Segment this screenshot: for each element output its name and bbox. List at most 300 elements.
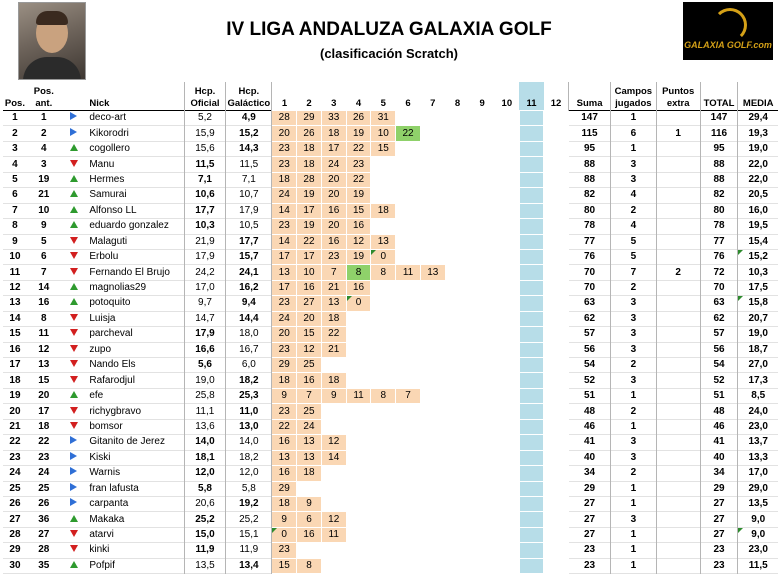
cell-round-12 — [544, 172, 569, 187]
cell-media: 19,0 — [748, 143, 768, 155]
cell-pos: 26 — [9, 498, 21, 510]
arrow-right-icon — [70, 498, 77, 506]
cell-total: 52 — [700, 373, 738, 388]
cell-hcp-oficial: 15,9 — [184, 126, 226, 141]
cell-hcp-oficial: 15,0 — [184, 527, 226, 542]
cell-suma: 95 — [569, 141, 611, 156]
cell-round-2: 17 — [297, 203, 322, 218]
col-round-9: 9 — [479, 98, 485, 109]
cell-media: 27,0 — [748, 359, 768, 371]
cell-pos-ant: 28 — [38, 544, 50, 556]
cell-round-2: 26 — [297, 126, 322, 141]
cell-round-11 — [519, 157, 544, 172]
cell-round-3 — [321, 481, 346, 496]
cell-round-7 — [420, 558, 445, 573]
cell-total: 116 — [700, 126, 738, 141]
col-round-8: 8 — [454, 98, 461, 109]
cell-round-2: 9 — [297, 496, 322, 511]
cell-round-1: 20 — [272, 126, 297, 141]
cell-round-7 — [420, 450, 445, 465]
cell-round-8 — [445, 373, 470, 388]
arrow-up-icon — [70, 391, 78, 398]
cell-round-3: 16 — [321, 203, 346, 218]
cell-total: 76 — [700, 249, 738, 264]
cell-trend — [61, 419, 87, 434]
col-campos: Campos jugados — [610, 82, 656, 111]
cell-media: 15,2 — [738, 249, 778, 264]
cell-puntos — [656, 388, 700, 403]
table-row — [3, 558, 778, 573]
cell-round-1: 18 — [272, 373, 297, 388]
cell-pos-ant: 10 — [38, 204, 50, 216]
cell-round-6 — [396, 188, 421, 203]
cell-trend — [61, 527, 87, 542]
cell-pos-ant: 19 — [38, 173, 50, 185]
arrow-up-icon — [70, 190, 78, 197]
cell-round-10 — [494, 126, 519, 141]
cell-round-4 — [346, 466, 371, 481]
cell-puntos — [656, 311, 700, 326]
cell-round-10 — [494, 496, 519, 511]
cell-round-5 — [371, 404, 396, 419]
cell-puntos — [656, 234, 700, 249]
cell-pos-ant: 14 — [38, 282, 50, 294]
cell-round-1: 9 — [272, 512, 297, 527]
cell-pos: 3 — [12, 143, 18, 155]
cell-round-2: 18 — [297, 141, 322, 156]
cell-nick: Malaguti — [86, 234, 184, 249]
cell-round-12 — [544, 249, 569, 264]
cell-nick: efe — [86, 388, 184, 403]
cell-hcp-galactico: 7,1 — [226, 172, 272, 187]
page-title: IV LIGA ANDALUZA GALAXIA GOLF — [226, 19, 552, 40]
cell-round-4 — [346, 358, 371, 373]
cell-round-8 — [445, 203, 470, 218]
table-row — [3, 543, 778, 558]
cell-round-5: 8 — [371, 265, 396, 280]
cell-suma: 57 — [569, 327, 611, 342]
arrow-down-icon — [70, 422, 78, 429]
cell-campos: 3 — [610, 435, 656, 450]
cell-hcp-galactico: 14,4 — [226, 311, 272, 326]
cell-round-2: 13 — [297, 450, 322, 465]
cell-round-11 — [519, 296, 544, 311]
cell-round-9 — [470, 203, 495, 218]
cell-trend — [61, 280, 87, 295]
cell-total: 54 — [700, 358, 738, 373]
cell-puntos — [656, 111, 700, 126]
cell-round-5 — [371, 188, 396, 203]
cell-puntos: 1 — [656, 126, 700, 141]
cell-pos-ant: 3 — [41, 158, 47, 170]
col-round-2: 2 — [306, 98, 312, 109]
cell-round-8 — [445, 111, 470, 126]
cell-round-8 — [445, 311, 470, 326]
table-row — [3, 481, 778, 496]
cell-trend — [61, 219, 87, 234]
cell-media: 23,0 — [748, 420, 768, 432]
cell-hcp-galactico: 10,5 — [226, 219, 272, 234]
cell-total: 80 — [700, 203, 738, 218]
cell-pos-ant: 27 — [38, 529, 50, 541]
cell-round-5 — [371, 496, 396, 511]
cell-round-11 — [519, 466, 544, 481]
cell-pos-ant: 25 — [38, 482, 50, 494]
cell-suma: 27 — [569, 496, 611, 511]
cell-round-1: 22 — [272, 419, 297, 434]
cell-round-3: 14 — [321, 450, 346, 465]
cell-hcp-oficial: 16,6 — [184, 342, 226, 357]
cell-round-8 — [445, 358, 470, 373]
cell-round-7 — [420, 388, 445, 403]
cell-round-8 — [445, 157, 470, 172]
cell-round-7 — [420, 342, 445, 357]
cell-round-6: 11 — [396, 265, 421, 280]
cell-round-1: 23 — [272, 404, 297, 419]
cell-round-6 — [396, 280, 421, 295]
cell-campos: 4 — [610, 219, 656, 234]
cell-round-6 — [396, 543, 421, 558]
cell-round-9 — [470, 342, 495, 357]
cell-round-2 — [297, 543, 322, 558]
cell-round-8 — [445, 219, 470, 234]
cell-suma: 29 — [569, 481, 611, 496]
cell-pos-ant: 8 — [41, 312, 47, 324]
cell-round-12 — [544, 265, 569, 280]
cell-hcp-oficial: 14,0 — [184, 435, 226, 450]
cell-round-5 — [371, 327, 396, 342]
cell-round-1: 18 — [272, 172, 297, 187]
cell-round-11 — [519, 249, 544, 264]
cell-campos: 5 — [610, 249, 656, 264]
cell-trend — [61, 188, 87, 203]
arrow-right-icon — [70, 436, 77, 444]
cell-nick: Erbolu — [86, 249, 184, 264]
cell-media: 13,3 — [748, 451, 768, 463]
cell-round-12 — [544, 203, 569, 218]
cell-round-2: 22 — [297, 234, 322, 249]
cell-puntos — [656, 450, 700, 465]
cell-round-10 — [494, 172, 519, 187]
table-row — [3, 111, 778, 126]
cell-total: 27 — [700, 512, 738, 527]
cell-round-6 — [396, 203, 421, 218]
cell-round-4: 16 — [346, 219, 371, 234]
cell-pos-ant: 20 — [38, 390, 50, 402]
col-round-7: 7 — [430, 98, 436, 109]
cell-round-10 — [494, 141, 519, 156]
cell-round-6 — [396, 466, 421, 481]
cell-round-12 — [544, 157, 569, 172]
cell-hcp-galactico: 13,4 — [226, 558, 272, 573]
arrow-down-icon — [70, 530, 78, 537]
cell-round-10 — [494, 342, 519, 357]
cell-total: 29 — [700, 481, 738, 496]
cell-round-3 — [321, 419, 346, 434]
cell-pos: 18 — [9, 374, 21, 386]
cell-hcp-galactico: 9,4 — [226, 296, 272, 311]
col-pos: Pos. — [4, 98, 25, 109]
cell-round-1: 29 — [272, 481, 297, 496]
cell-hcp-galactico: 17,7 — [226, 234, 272, 249]
col-suma: Suma — [569, 82, 611, 111]
cell-puntos — [656, 157, 700, 172]
cell-round-6 — [396, 373, 421, 388]
cell-round-4: 16 — [346, 280, 371, 295]
cell-round-11 — [519, 280, 544, 295]
cell-round-11 — [519, 527, 544, 542]
table-row — [3, 419, 778, 434]
cell-nick: cogollero — [86, 141, 184, 156]
cell-pos-ant: 2 — [41, 127, 47, 139]
cell-round-11 — [519, 234, 544, 249]
cell-round-11 — [519, 435, 544, 450]
cell-round-10 — [494, 481, 519, 496]
cell-round-6 — [396, 219, 421, 234]
cell-round-8 — [445, 141, 470, 156]
arrow-down-icon — [70, 268, 78, 275]
cell-suma: 76 — [569, 249, 611, 264]
cell-round-1: 29 — [272, 358, 297, 373]
cell-round-12 — [544, 435, 569, 450]
cell-round-10 — [494, 435, 519, 450]
cell-round-2: 10 — [297, 265, 322, 280]
cell-round-5 — [371, 311, 396, 326]
cell-campos: 3 — [610, 157, 656, 172]
cell-round-10 — [494, 280, 519, 295]
cell-round-2: 13 — [297, 435, 322, 450]
cell-round-10 — [494, 450, 519, 465]
col-round-6: 6 — [405, 98, 411, 109]
cell-round-5: 31 — [371, 111, 396, 126]
cell-round-1: 9 — [272, 388, 297, 403]
cell-pos-ant: 13 — [38, 359, 50, 371]
cell-hcp-oficial: 5,2 — [184, 111, 226, 126]
cell-puntos — [656, 141, 700, 156]
col-round-10: 10 — [501, 98, 513, 109]
cell-round-6 — [396, 157, 421, 172]
cell-round-4: 19 — [346, 126, 371, 141]
table-row — [3, 126, 778, 141]
arrow-right-icon — [70, 452, 77, 460]
cell-round-5: 10 — [371, 126, 396, 141]
cell-suma: 82 — [569, 188, 611, 203]
cell-round-8 — [445, 172, 470, 187]
cell-round-4 — [346, 342, 371, 357]
cell-media: 10,3 — [748, 266, 768, 278]
cell-round-10 — [494, 358, 519, 373]
cell-media: 9,0 — [738, 527, 778, 542]
cell-round-1: 17 — [272, 280, 297, 295]
cell-round-7 — [420, 234, 445, 249]
cell-pos-ant: 5 — [41, 235, 47, 247]
cell-puntos — [656, 280, 700, 295]
cell-round-2: 16 — [297, 527, 322, 542]
cell-round-5: 13 — [371, 234, 396, 249]
cell-round-11 — [519, 481, 544, 496]
cell-round-5 — [371, 543, 396, 558]
cell-round-10 — [494, 512, 519, 527]
cell-nick: eduardo gonzalez — [86, 219, 184, 234]
col-hcp-galactico: Hcp. Galáctico — [226, 82, 272, 111]
cell-nick: Warnis — [86, 466, 184, 481]
cell-trend — [61, 404, 87, 419]
cell-round-2: 20 — [297, 311, 322, 326]
cell-hcp-galactico: 16,7 — [226, 342, 272, 357]
cell-round-9 — [470, 234, 495, 249]
cell-pos: 9 — [12, 235, 18, 247]
col-round-3: 3 — [331, 98, 337, 109]
cell-campos: 1 — [610, 111, 656, 126]
cell-round-11 — [519, 141, 544, 156]
table-row — [3, 466, 778, 481]
cell-round-1: 24 — [272, 188, 297, 203]
cell-suma: 27 — [569, 527, 611, 542]
cell-campos: 3 — [610, 450, 656, 465]
cell-round-8 — [445, 249, 470, 264]
cell-round-8 — [445, 512, 470, 527]
cell-campos: 6 — [610, 126, 656, 141]
col-nick: Nick — [86, 82, 184, 111]
cell-trend — [61, 157, 87, 172]
arrow-down-icon — [70, 160, 78, 167]
cell-round-5 — [371, 172, 396, 187]
cell-round-3 — [321, 404, 346, 419]
cell-round-11 — [519, 342, 544, 357]
cell-round-3: 17 — [321, 141, 346, 156]
cell-round-3: 23 — [321, 249, 346, 264]
cell-pos: 23 — [9, 451, 21, 463]
cell-nick: Kikorodri — [86, 126, 184, 141]
cell-round-3: 9 — [321, 388, 346, 403]
cell-round-9 — [470, 358, 495, 373]
cell-hcp-oficial: 10,3 — [184, 219, 226, 234]
cell-suma: 78 — [569, 219, 611, 234]
cell-round-3: 7 — [321, 265, 346, 280]
arrow-up-icon — [70, 515, 78, 522]
arrow-up-icon — [70, 283, 78, 290]
cell-puntos — [656, 219, 700, 234]
cell-round-10 — [494, 249, 519, 264]
galaxia-golf-logo — [683, 2, 773, 60]
cell-round-5: 0 — [371, 249, 396, 264]
cell-round-11 — [519, 496, 544, 511]
cell-hcp-galactico: 25,2 — [226, 512, 272, 527]
cell-round-4: 15 — [346, 203, 371, 218]
cell-round-11 — [519, 311, 544, 326]
cell-hcp-oficial: 11,5 — [184, 157, 226, 172]
cell-round-12 — [544, 527, 569, 542]
cell-round-5: 8 — [371, 388, 396, 403]
cell-hcp-oficial: 17,9 — [184, 327, 226, 342]
cell-round-7 — [420, 543, 445, 558]
cell-trend — [61, 512, 87, 527]
cell-round-9 — [470, 311, 495, 326]
cell-total: 51 — [700, 388, 738, 403]
header-row — [3, 82, 778, 111]
cell-round-7 — [420, 249, 445, 264]
cell-hcp-galactico: 11,0 — [226, 404, 272, 419]
cell-nick: fran lafusta — [86, 481, 184, 496]
cell-nick: Hermes — [86, 172, 184, 187]
cell-round-6 — [396, 234, 421, 249]
cell-trend — [61, 388, 87, 403]
cell-pos-ant: 17 — [38, 405, 50, 417]
cell-puntos — [656, 466, 700, 481]
cell-suma: 147 — [569, 111, 611, 126]
cell-round-5 — [371, 558, 396, 573]
cell-round-4 — [346, 481, 371, 496]
cell-campos: 3 — [610, 172, 656, 187]
cell-puntos — [656, 558, 700, 573]
cell-media: 19,0 — [748, 328, 768, 340]
cell-suma: 62 — [569, 311, 611, 326]
cell-round-10 — [494, 373, 519, 388]
cell-total: 95 — [700, 141, 738, 156]
cell-pos: 16 — [9, 343, 21, 355]
cell-pos-ant: 6 — [41, 251, 47, 263]
cell-media: 19,5 — [748, 220, 768, 232]
cell-trend — [61, 126, 87, 141]
cell-hcp-oficial: 25,2 — [184, 512, 226, 527]
table-row — [3, 342, 778, 357]
cell-suma: 80 — [569, 203, 611, 218]
cell-total: 63 — [700, 296, 738, 311]
cell-media: 8,5 — [751, 390, 766, 402]
cell-total: 72 — [700, 265, 738, 280]
cell-campos: 1 — [610, 419, 656, 434]
cell-round-7 — [420, 496, 445, 511]
cell-round-11 — [519, 327, 544, 342]
cell-round-7 — [420, 327, 445, 342]
cell-nick: Manu — [86, 157, 184, 172]
cell-round-12 — [544, 404, 569, 419]
cell-round-8 — [445, 404, 470, 419]
cell-round-7 — [420, 373, 445, 388]
cell-total: 147 — [700, 111, 738, 126]
cell-trend — [61, 203, 87, 218]
cell-suma: 88 — [569, 172, 611, 187]
cell-campos: 2 — [610, 203, 656, 218]
cell-round-2: 6 — [297, 512, 322, 527]
cell-round-12 — [544, 126, 569, 141]
cell-round-4 — [346, 419, 371, 434]
cell-round-10 — [494, 203, 519, 218]
cell-puntos — [656, 249, 700, 264]
cell-round-7 — [420, 219, 445, 234]
cell-round-3: 11 — [321, 527, 346, 542]
cell-round-9 — [470, 265, 495, 280]
cell-round-5 — [371, 157, 396, 172]
cell-round-12 — [544, 558, 569, 573]
cell-round-9 — [470, 280, 495, 295]
cell-campos: 4 — [610, 188, 656, 203]
cell-pos-ant: 24 — [38, 467, 50, 479]
cell-round-6 — [396, 450, 421, 465]
cell-round-12 — [544, 327, 569, 342]
cell-round-7 — [420, 419, 445, 434]
cell-round-5 — [371, 296, 396, 311]
cell-media: 19,3 — [748, 127, 768, 139]
cell-hcp-galactico: 17,9 — [226, 203, 272, 218]
cell-hcp-galactico: 19,2 — [226, 496, 272, 511]
cell-round-11 — [519, 172, 544, 187]
col-round-1: 1 — [281, 98, 288, 109]
cell-suma: 34 — [569, 466, 611, 481]
cell-round-9 — [470, 388, 495, 403]
cell-round-9 — [470, 450, 495, 465]
cell-suma: 51 — [569, 388, 611, 403]
